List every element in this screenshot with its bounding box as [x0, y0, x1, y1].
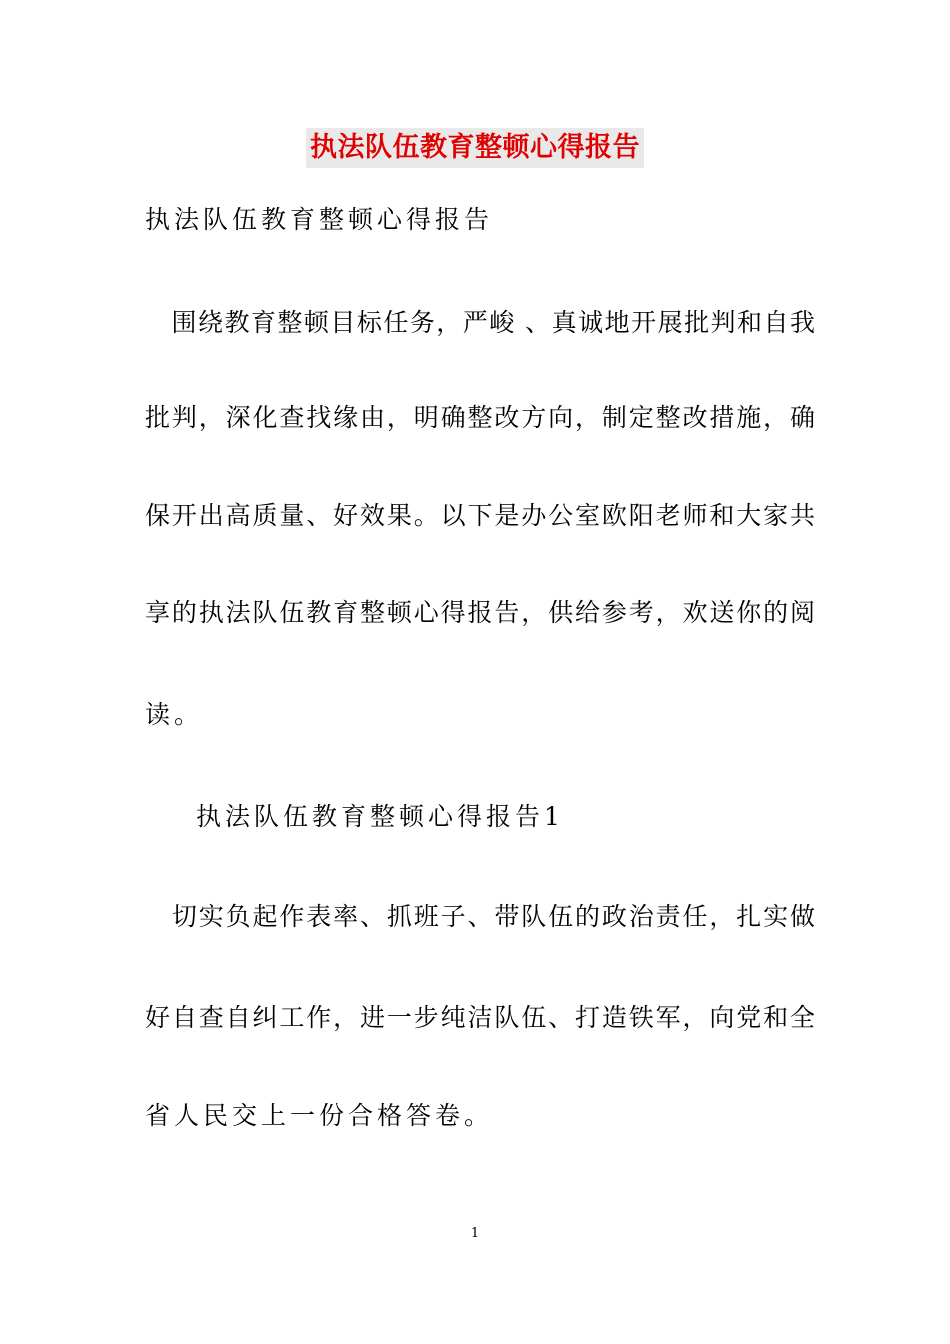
paragraph-line: 围绕教育整顿目标任务，严峻 、真诚地开展批判和自我 — [145, 308, 815, 337]
paragraph-line: 好自查自纠工作，进一步纯洁队伍、打造铁军，向党和全 — [145, 1003, 815, 1032]
paragraph-line: 批判，深化查找缘由，明确整改方向，制定整改措施，确 — [145, 403, 815, 432]
section-heading: 执法队伍教育整顿心得报告1 — [196, 802, 564, 831]
paragraph-line: 切实负起作表率、抓班子、带队伍的政治责任，扎实做 — [145, 902, 815, 931]
paragraph-line: 省人民交上一份合格答卷。 — [145, 1101, 494, 1130]
paragraph-line: 保开出高质量、好效果。以下是办公室欧阳老师和大家共 — [145, 501, 815, 530]
page-number: 1 — [470, 1226, 480, 1241]
title-container — [0, 128, 950, 168]
paragraph-line: 享的执法队伍教育整顿心得报告，供给参考，欢送你的阅 — [145, 598, 815, 627]
paragraph-line: 读。 — [145, 700, 204, 729]
document-title: 执法队伍教育整顿心得报告 — [306, 128, 644, 168]
document-subtitle: 执法队伍教育整顿心得报告 — [145, 205, 494, 234]
